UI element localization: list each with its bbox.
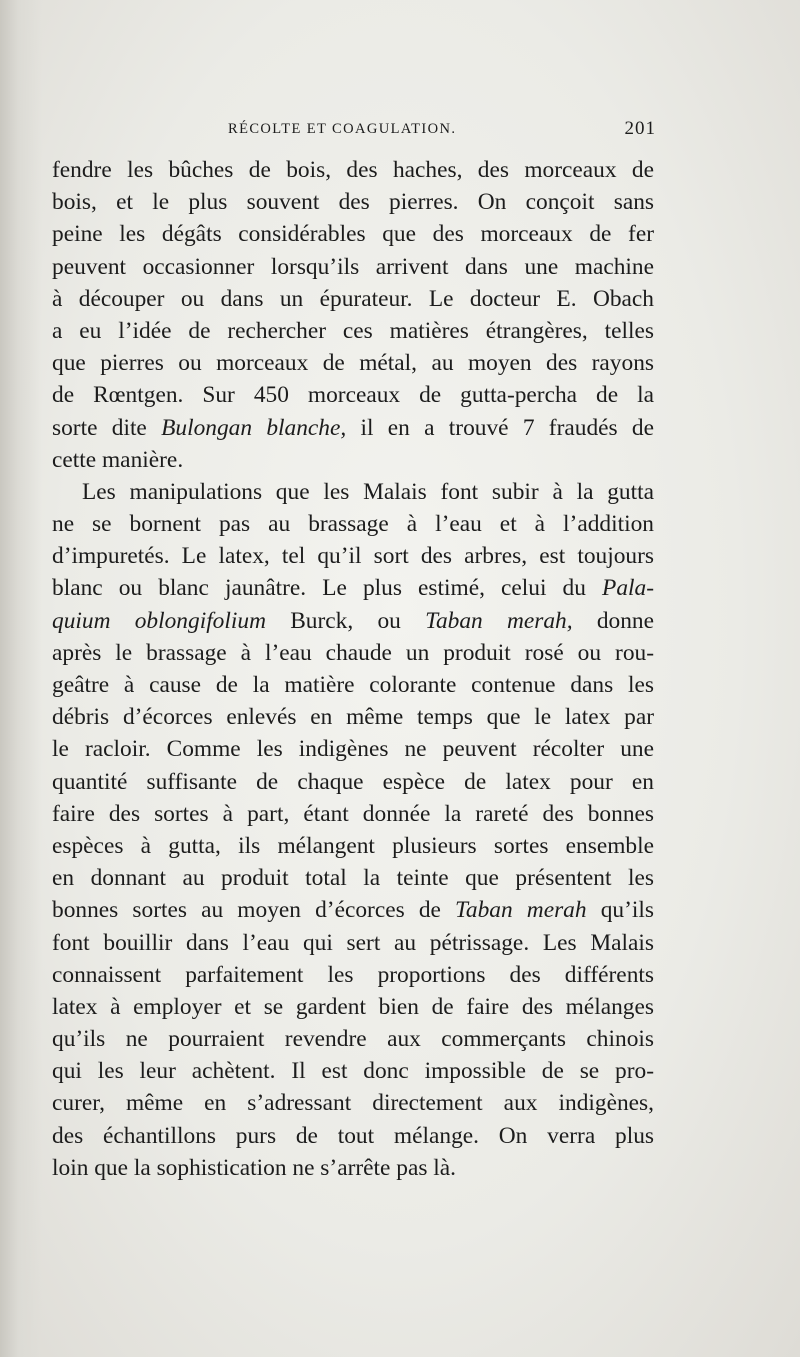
- text-line: [52, 830, 654, 862]
- text-span: que pierres ou morceaux de métal, au moyen des rayons: [52, 350, 654, 377]
- text-span: cette manière.: [52, 446, 184, 473]
- italic-span: Pala-: [602, 575, 654, 602]
- text-line: [52, 251, 654, 283]
- text-span: font bouillir dans l’eau qui sert au pétrissage. Les Malais: [52, 929, 654, 956]
- text-span: bonnes sortes au moyen d’écorces de: [52, 897, 456, 924]
- text-line: [52, 1120, 654, 1152]
- page-header: [228, 118, 656, 144]
- text-line: [52, 605, 654, 637]
- italic-span: Taban merah,: [425, 607, 573, 634]
- text-line: [52, 991, 654, 1023]
- italic-span: quium oblongifolium: [52, 607, 266, 634]
- text-line: [52, 379, 654, 411]
- text-span: geâtre à cause de la matière colorante contenue dans les: [52, 672, 654, 698]
- text-span: a eu l’idée de rechercher ces matières étrangères, telles: [52, 317, 654, 344]
- body-text: [52, 154, 654, 1184]
- text-line: [52, 894, 654, 926]
- text-span: quantité suffisante de chaque espèce de latex pour en: [52, 768, 654, 795]
- text-line: [52, 1152, 654, 1184]
- text-span: Burck, ou: [265, 607, 426, 634]
- text-line: [52, 959, 654, 991]
- page-gutter-shadow: [0, 0, 42, 1357]
- text-span: de Rœntgen. Sur 450 morceaux de gutta-percha de la: [52, 382, 654, 409]
- text-line: [52, 637, 654, 669]
- text-span: d’impuretés. Le latex, tel qu’il sort des arbres, est toujours: [52, 543, 654, 570]
- text-line: [52, 347, 654, 379]
- text-span: Les manipulations que les Malais font subir à la gutta: [82, 478, 654, 505]
- text-span: connaissent parfaitement les proportions des différents: [52, 961, 654, 988]
- text-span: curer, même en s’adressant directement aux indigènes,: [52, 1090, 654, 1117]
- text-span: il en a trouvé 7 fraudés de: [346, 414, 655, 441]
- text-span: après le brassage à l’eau chaude un produit rosé ou rou-: [52, 639, 654, 666]
- text-span: sorte dite: [52, 414, 162, 441]
- italic-span: Taban merah: [455, 897, 587, 924]
- page-number: 201: [624, 118, 656, 139]
- text-line: [52, 862, 654, 894]
- text-span: peuvent occasionner lorsqu’ils arrivent dans une machine: [52, 253, 654, 280]
- text-span: en donnant au produit total la teinte que présentent les: [52, 865, 654, 892]
- text-span: loin que la sophistication ne s’arrête pas là.: [52, 1154, 457, 1181]
- text-span: qu’ils ne pourraient revendre aux commerçants chinois: [52, 1026, 654, 1053]
- text-span: qui les leur achètent. Il est donc impossible de se pro-: [52, 1058, 654, 1085]
- text-line: [52, 1055, 654, 1087]
- text-line: [52, 1087, 654, 1119]
- text-line: [52, 218, 654, 250]
- text-line: [52, 572, 654, 604]
- running-head: RÉCOLTE ET COAGULATION.: [228, 121, 457, 137]
- text-line: [52, 927, 654, 959]
- text-line: [52, 315, 654, 347]
- text-line: [52, 508, 654, 540]
- text-line: [52, 444, 654, 476]
- text-span: des échantillons purs de tout mélange. On verra plus: [52, 1122, 654, 1149]
- text-span: espèces à gutta, ils mélangent plusieurs sortes ensemble: [52, 832, 654, 859]
- text-span: à découper ou dans un épurateur. Le docteur E. Obach: [52, 285, 654, 312]
- text-span: ne se bornent pas au brassage à l’eau et à l’addition: [52, 511, 654, 538]
- text-span: débris d’écorces enlevés en même temps que le latex par: [52, 704, 654, 731]
- text-line: [52, 186, 654, 218]
- text-span: peine les dégâts considérables que des morceaux de fer: [52, 221, 654, 248]
- text-line: [52, 701, 654, 733]
- text-line: [52, 669, 654, 701]
- text-line: [52, 1023, 654, 1055]
- text-line: [52, 798, 654, 830]
- text-span: donne: [572, 607, 654, 634]
- text-line: [52, 476, 654, 508]
- text-line: [52, 283, 654, 315]
- text-span: le racloir. Comme les indigènes ne peuvent récolter une: [52, 736, 654, 763]
- text-line: [52, 733, 654, 765]
- text-span: fendre les bûches de bois, des haches, des morceaux de: [52, 157, 654, 183]
- text-line: [52, 540, 654, 572]
- text-line: [52, 412, 654, 444]
- text-span: bois, et le plus souvent des pierres. On conçoit sans: [52, 189, 654, 216]
- text-span: qu’ils: [586, 897, 654, 924]
- text-line: [52, 154, 654, 186]
- text-span: faire des sortes à part, étant donnée la rareté des bonnes: [52, 800, 654, 827]
- text-span: blanc ou blanc jaunâtre. Le plus estimé, celui du: [52, 575, 603, 602]
- text-span: latex à employer et se gardent bien de faire des mélanges: [52, 993, 654, 1020]
- text-line: [52, 766, 654, 798]
- italic-span: Bulongan blanche,: [161, 414, 347, 441]
